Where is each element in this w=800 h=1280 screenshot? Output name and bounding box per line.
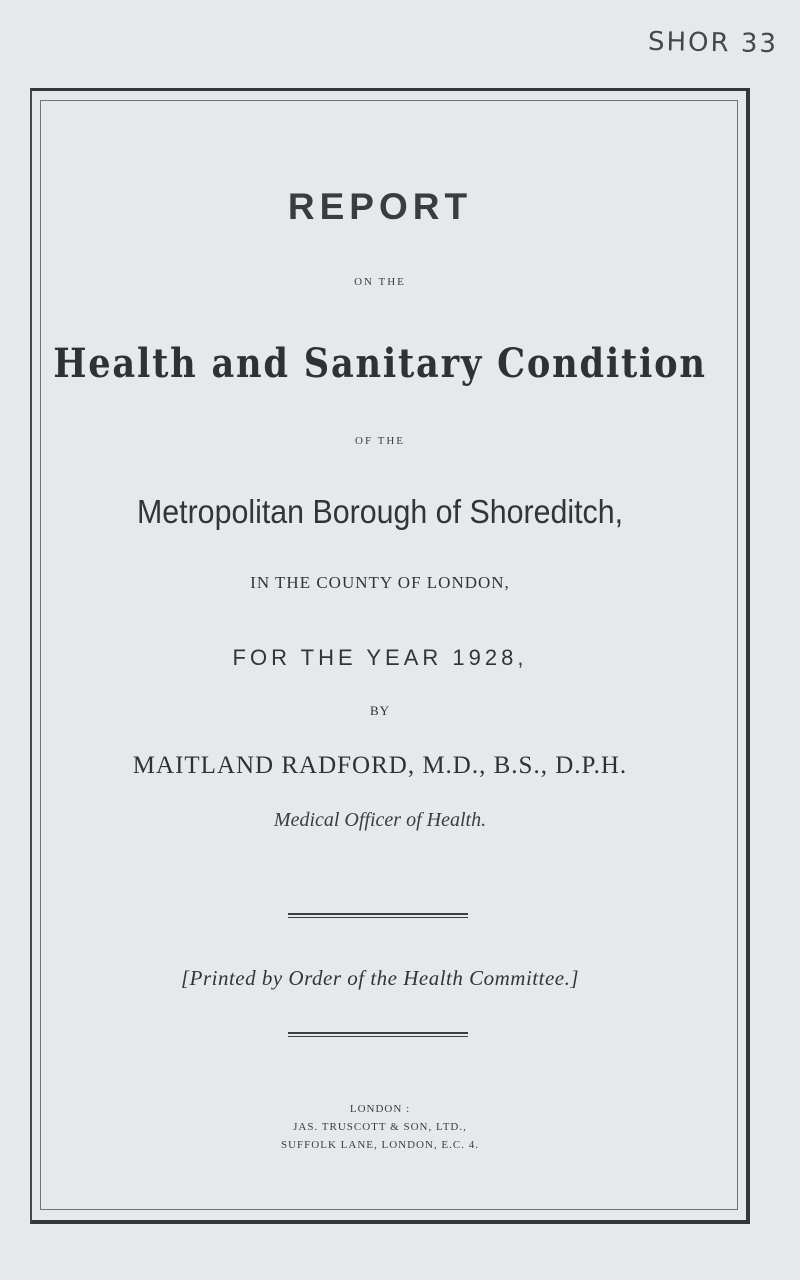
by-label: BY <box>369 703 391 718</box>
county-line: IN THE COUNTY OF LONDON, <box>250 573 510 592</box>
double-rule-divider <box>288 913 468 918</box>
report-title: REPORT <box>287 186 473 227</box>
author-role: Medical Officer of Health. <box>273 809 487 831</box>
printed-note: [Printed by Order of the Health Committee.] <box>180 966 580 990</box>
author-name: MAITLAND RADFORD, M.D., B.S., D.P.H. <box>132 752 628 779</box>
imprint-city: LONDON : <box>349 1103 411 1115</box>
imprint-printer: JAS. TRUSCOTT & SON, LTD., <box>293 1121 467 1133</box>
double-rule-divider <box>288 1032 468 1037</box>
of-the-label: OF THE <box>355 435 405 447</box>
year-line: FOR THE YEAR 1928, <box>232 645 528 670</box>
on-the-label: ON THE <box>354 276 406 288</box>
borough-name: Metropolitan Borough of Shoreditch, <box>136 493 624 530</box>
imprint-address: SUFFOLK LANE, LONDON, E.C. 4. <box>281 1139 479 1151</box>
handwritten-reference-mark: SHOR 33 <box>647 26 779 60</box>
main-title: Health and Sanitary Condition <box>53 340 707 387</box>
